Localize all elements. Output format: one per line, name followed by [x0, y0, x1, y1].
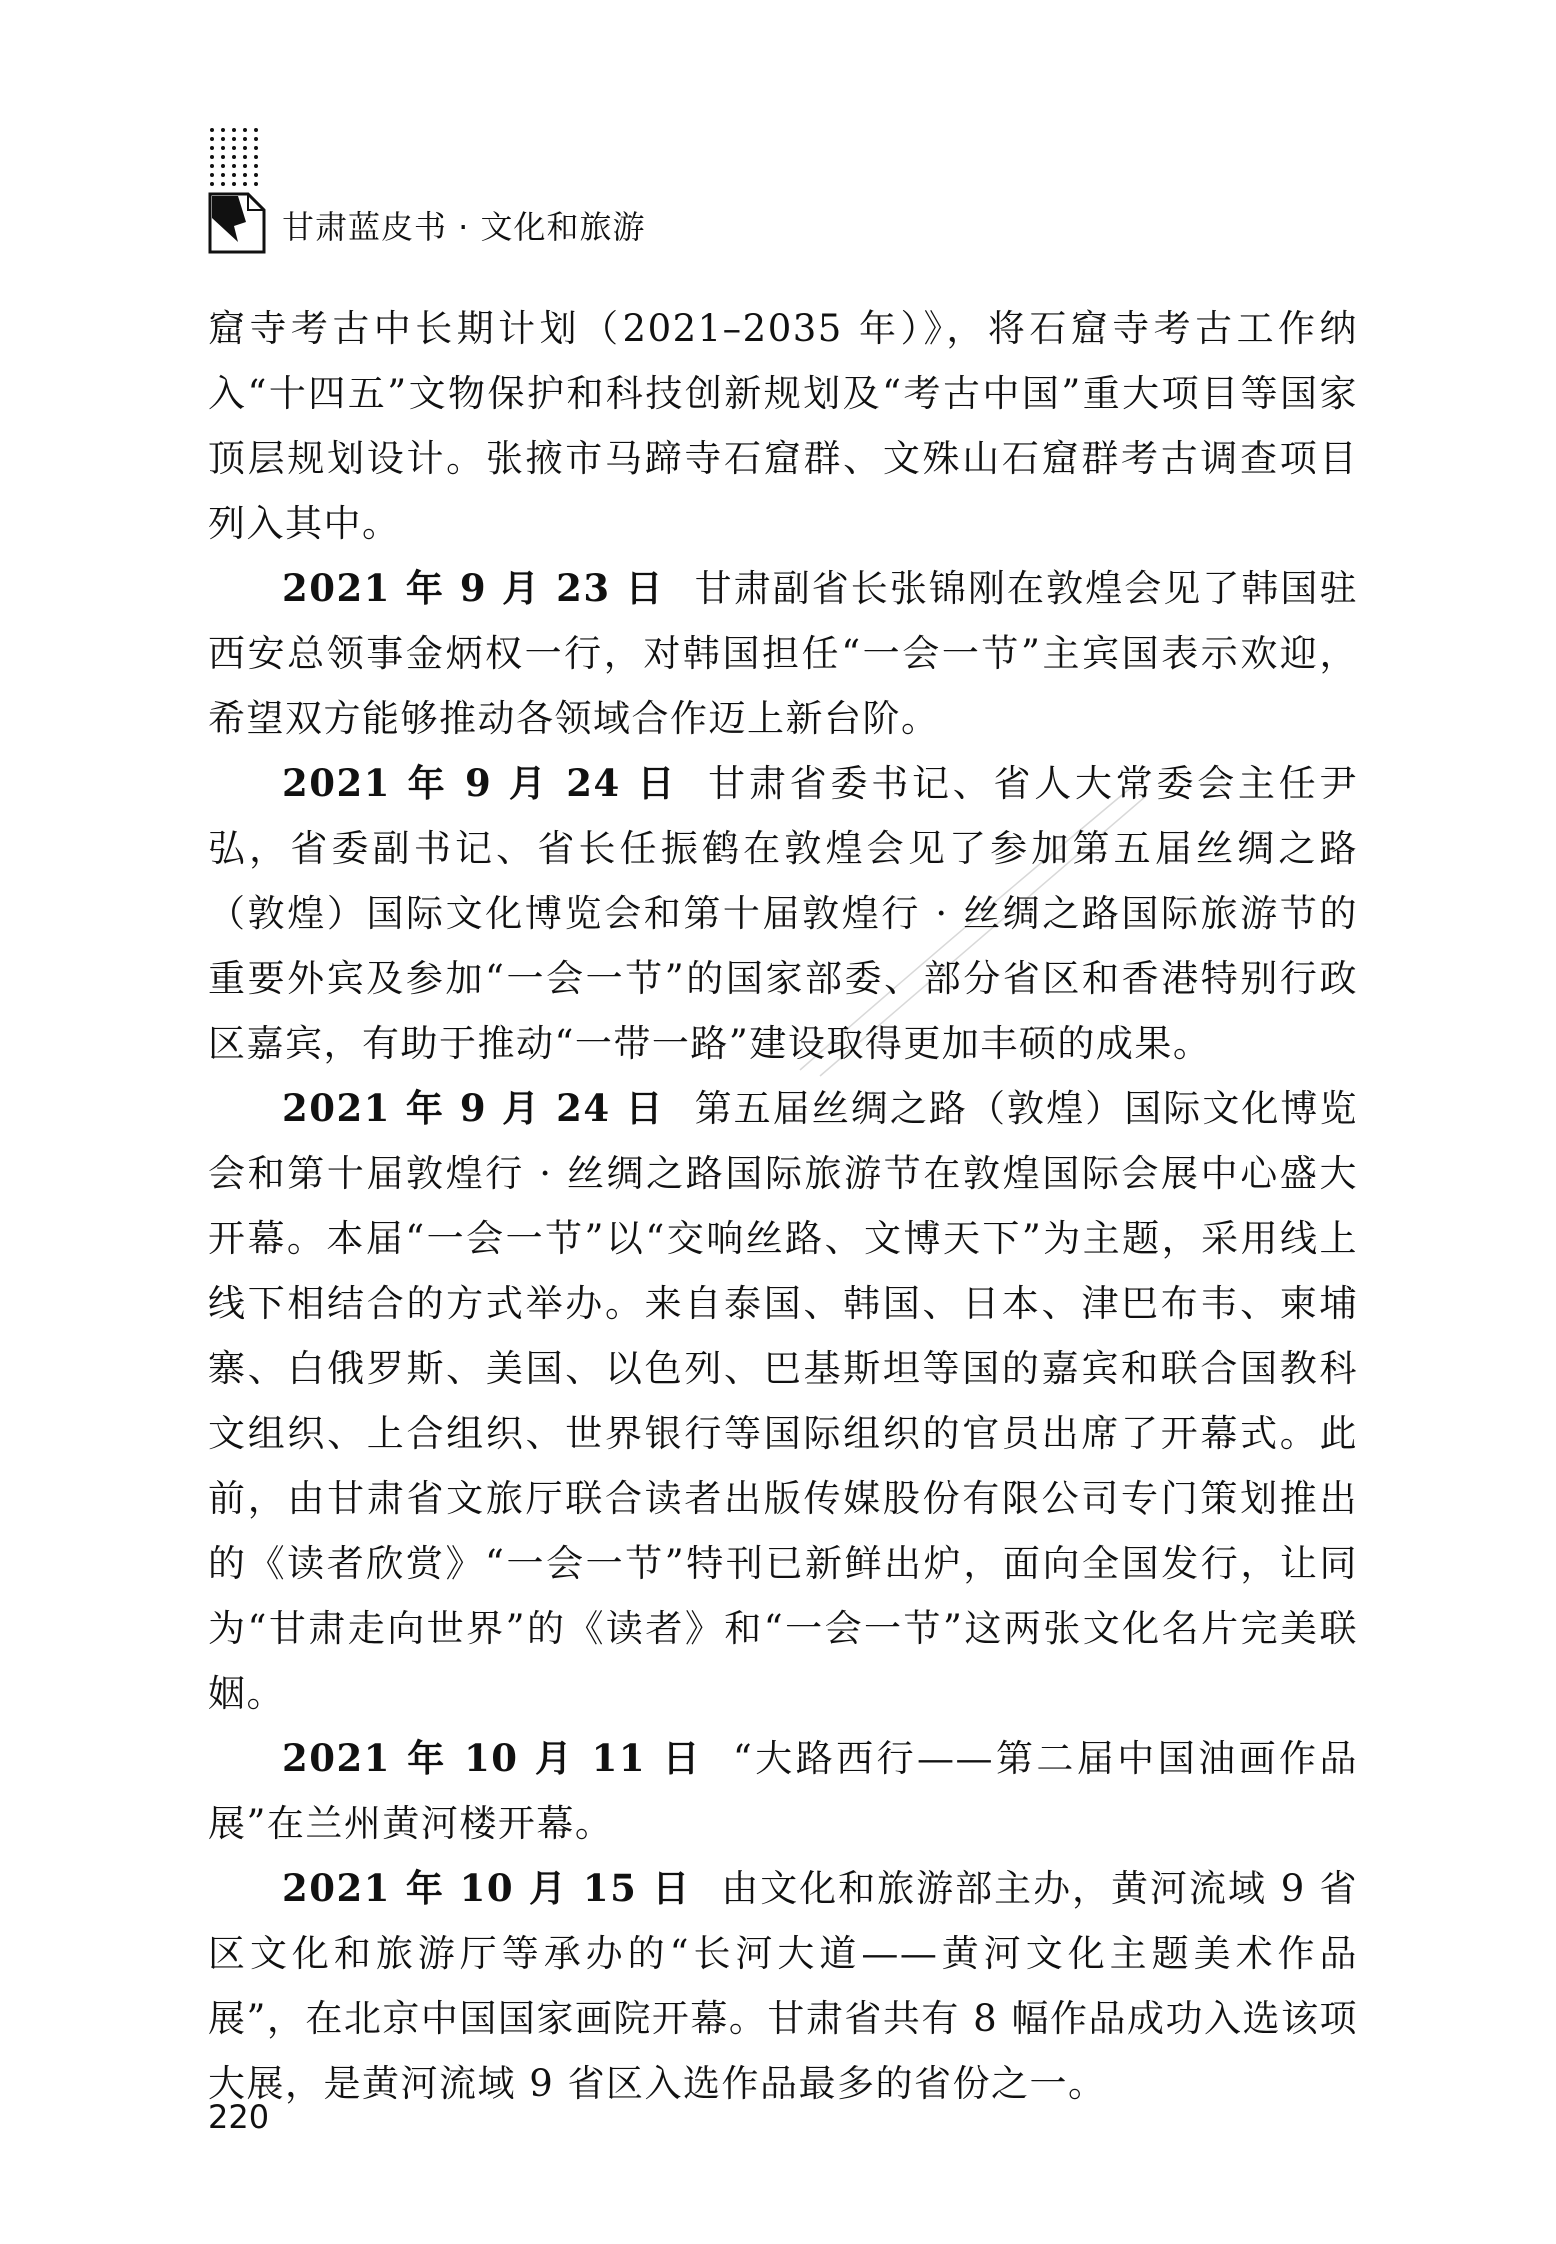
- entry-text: 由文化和旅游部主办，黄河流域 9 省区文化和旅游厅等承办的“长河大道——黄河文化主题美术作品展”，在北京中国国家画院开幕。甘肃省共有 8 幅作品成功入选该项大展，是黄河流域 9 省区入选作品最多的省份之一。: [208, 1867, 1358, 2105]
- page-number: 220: [208, 2098, 270, 2136]
- chronicle-entry: [208, 1726, 1358, 1856]
- chronicle-entry: [208, 556, 1358, 751]
- entry-text: “大路西行——第二届中国油画作品展”在兰州黄河楼开幕。: [208, 1737, 1358, 1845]
- chronicle-entry: [208, 1856, 1358, 2116]
- chronicle-entry: [208, 751, 1358, 1076]
- entry-text: 甘肃省委书记、省人大常委会主任尹弘，省委副书记、省长任振鹤在敦煌会见了参加第五届丝绸之路（敦煌）国际文化博览会和第十届敦煌行 · 丝绸之路国际旅游节的重要外宾及参加“一会一节”的国家部委、部分省区和香港特别行政区嘉宾，有助于推动“一带一路”建设取得更加丰硕的成果。: [208, 762, 1359, 1065]
- entry-date: 2021 年 10 月 15 日: [282, 1866, 692, 1910]
- book-logo-icon: [208, 126, 266, 256]
- paragraph-continued: [208, 296, 1358, 556]
- running-header-title: 甘肃蓝皮书 · 文化和旅游: [282, 208, 646, 246]
- entry-date: 2021 年 9 月 23 日: [282, 566, 665, 610]
- entry-text: 第五届丝绸之路（敦煌）国际文化博览会和第十届敦煌行 · 丝绸之路国际旅游节在敦煌国际会展中心盛大开幕。本届“一会一节”以“交响丝路、文博天下”为主题，采用线上线下相结合的方式举办。来自泰国、韩国、日本、津巴布韦、柬埔寨、白俄罗斯、美国、以色列、巴基斯坦等国的嘉宾和联合国教科文组织、上合组织、世界银行等国际组织的官员出席了开幕式。此前，由甘肃省文旅厅联合读者出版传媒股份有限公司专门策划推出的《读者欣赏》“一会一节”特刊已新鲜出炉，面向全国发行，让同为“甘肃走向世界”的《读者》和“一会一节”这两张文化名片完美联姻。: [208, 1087, 1358, 1715]
- paragraph-text: 窟寺考古中长期计划（2021–2035 年）》，将石窟寺考古工作纳入“十四五”文物保护和科技创新规划及“考古中国”重大项目等国家顶层规划设计。张掖市马蹄寺石窟群、文殊山石窟群考古调查项目列入其中。: [208, 307, 1358, 545]
- entry-date: 2021 年 9 月 24 日: [282, 761, 679, 805]
- body-text: [208, 296, 1358, 2116]
- entry-date: 2021 年 9 月 24 日: [282, 1086, 665, 1130]
- entry-text: 甘肃副省长张锦刚在敦煌会见了韩国驻西安总领事金炳权一行，对韩国担任“一会一节”主宾国表示欢迎，希望双方能够推动各领域合作迈上新台阶。: [208, 567, 1358, 740]
- entry-date: 2021 年 10 月 11 日: [282, 1736, 703, 1780]
- chronicle-entry: [208, 1076, 1358, 1726]
